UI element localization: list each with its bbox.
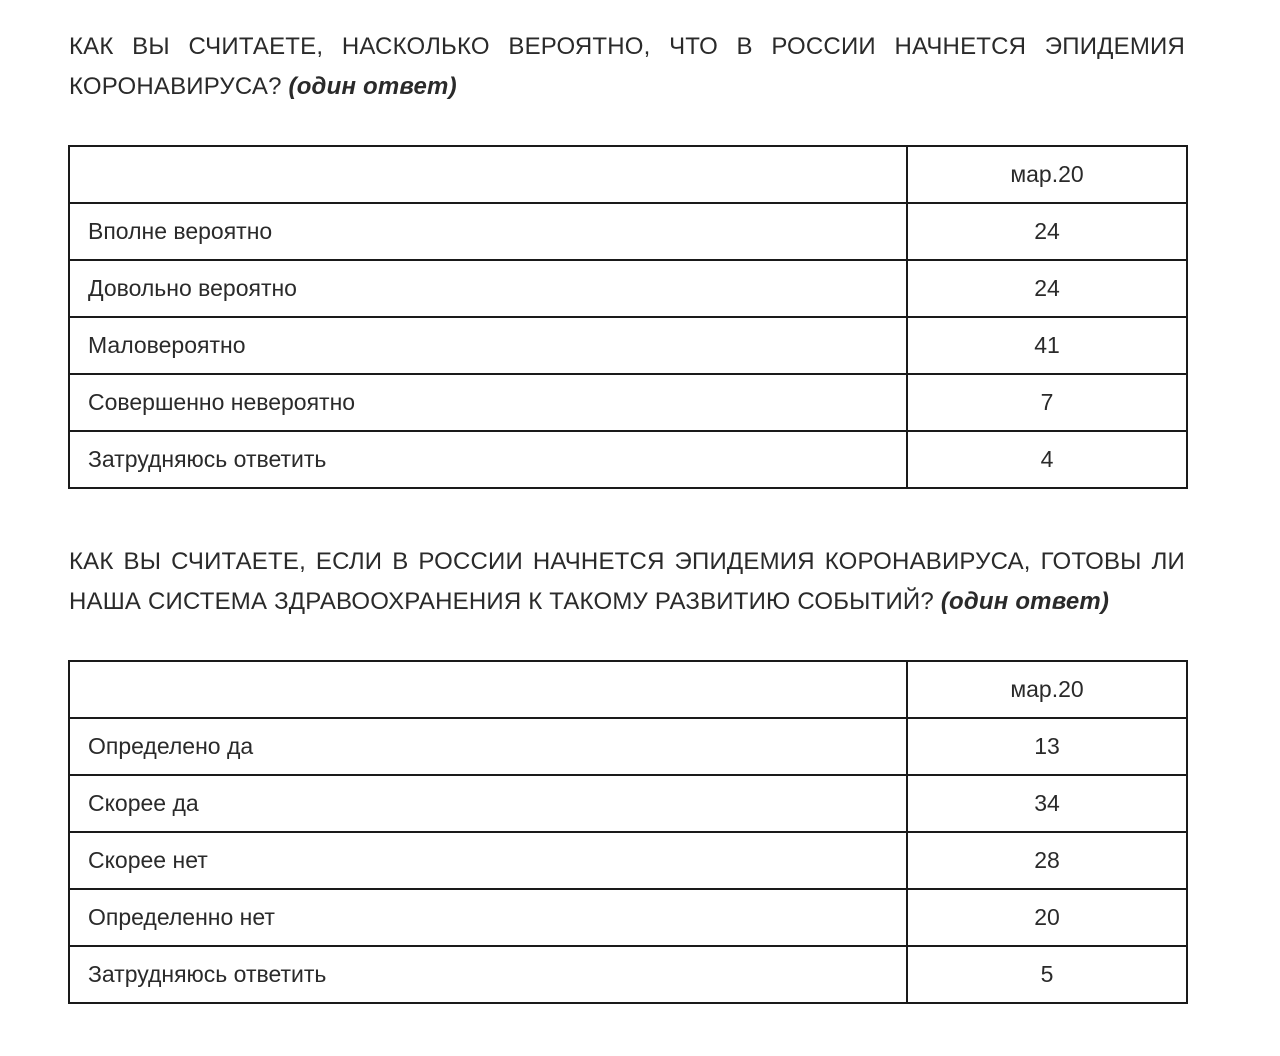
row-label: Довольно вероятно bbox=[69, 260, 907, 317]
row-value: 4 bbox=[907, 431, 1187, 488]
table-header-row bbox=[69, 146, 1187, 203]
table-row bbox=[69, 374, 1187, 431]
column-header-date: мар.20 bbox=[907, 661, 1187, 718]
table-row bbox=[69, 832, 1187, 889]
row-value: 24 bbox=[907, 260, 1187, 317]
table-row bbox=[69, 203, 1187, 260]
row-label: Скорее да bbox=[69, 775, 907, 832]
row-value: 7 bbox=[907, 374, 1187, 431]
table-row bbox=[69, 317, 1187, 374]
header-empty-cell bbox=[69, 661, 907, 718]
row-value: 34 bbox=[907, 775, 1187, 832]
question-2-note: (один ответ) bbox=[940, 588, 1110, 615]
table-row bbox=[69, 889, 1187, 946]
row-label: Затрудняюсь ответить bbox=[69, 946, 907, 1003]
row-label: Затрудняюсь ответить bbox=[69, 431, 907, 488]
results-table-1 bbox=[68, 145, 1188, 489]
question-1-text: КАК ВЫ СЧИТАЕТЕ, НАСКОЛЬКО ВЕРОЯТНО, ЧТО В РОССИИ НАЧНЕТСЯ ЭПИДЕМИЯ КОРОНАВИРУСА? bbox=[69, 33, 1185, 100]
question-2-text: КАК ВЫ СЧИТАЕТЕ, ЕСЛИ В РОССИИ НАЧНЕТСЯ ЭПИДЕМИЯ КОРОНАВИРУСА, ГОТОВЫ ЛИ НАША СИСТЕМА ЗДРАВООХРАНЕНИЯ К ТАКОМУ РАЗВИТИЮ СОБЫТИЙ? bbox=[69, 548, 1185, 615]
column-header-date: мар.20 bbox=[907, 146, 1187, 203]
header-empty-cell bbox=[69, 146, 907, 203]
row-value: 20 bbox=[907, 889, 1187, 946]
table-row bbox=[69, 431, 1187, 488]
row-value: 41 bbox=[907, 317, 1187, 374]
row-label: Определенно нет bbox=[69, 889, 907, 946]
row-value: 28 bbox=[907, 832, 1187, 889]
question-2 bbox=[69, 542, 1185, 622]
row-value: 5 bbox=[907, 946, 1187, 1003]
table-row bbox=[69, 260, 1187, 317]
row-label: Скорее нет bbox=[69, 832, 907, 889]
question-1 bbox=[69, 27, 1185, 107]
table-row bbox=[69, 775, 1187, 832]
table-row bbox=[69, 946, 1187, 1003]
results-table-2 bbox=[68, 660, 1188, 1004]
row-label: Совершенно невероятно bbox=[69, 374, 907, 431]
row-value: 13 bbox=[907, 718, 1187, 775]
table-row bbox=[69, 718, 1187, 775]
question-1-note: (один ответ) bbox=[288, 73, 457, 100]
row-value: 24 bbox=[907, 203, 1187, 260]
row-label: Маловероятно bbox=[69, 317, 907, 374]
row-label: Определено да bbox=[69, 718, 907, 775]
row-label: Вполне вероятно bbox=[69, 203, 907, 260]
table-header-row bbox=[69, 661, 1187, 718]
